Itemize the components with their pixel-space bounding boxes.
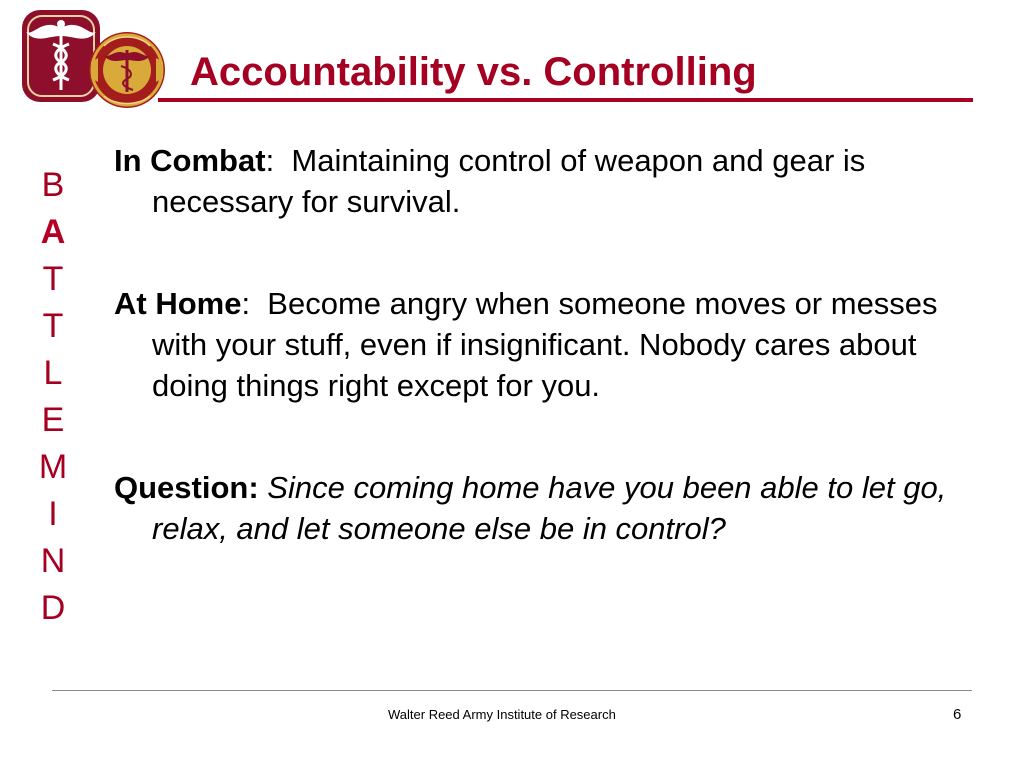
side-letter: M bbox=[38, 448, 68, 486]
paragraph-heading: In Combat bbox=[114, 143, 266, 178]
side-letter: N bbox=[40, 542, 66, 580]
battlemind-vertical-word bbox=[36, 162, 70, 632]
side-letter: I bbox=[48, 495, 58, 533]
title-underline bbox=[158, 98, 973, 102]
paragraph-heading: At Home bbox=[114, 286, 242, 321]
caduceus-emblem-logo bbox=[22, 10, 100, 102]
paragraph-text: Become angry when someone moves or messes with your stuff, even if insignificant. Nobody cares about doing things right except for you. bbox=[152, 286, 938, 403]
question-text: Since coming home have you been able to let go, relax, and let someone else be in control? bbox=[152, 470, 947, 546]
combat-paragraph bbox=[114, 140, 994, 222]
paragraph-heading: Question: bbox=[114, 470, 259, 505]
side-letter: L bbox=[43, 354, 63, 392]
paragraph-separator bbox=[259, 470, 268, 505]
footer-divider bbox=[52, 690, 972, 691]
side-letter: E bbox=[41, 401, 65, 439]
slide-body bbox=[114, 140, 994, 610]
project-sustain-seal-logo bbox=[89, 32, 165, 108]
side-letter: B bbox=[41, 166, 65, 204]
page-number: 6 bbox=[953, 706, 962, 723]
footer-institution: Walter Reed Army Institute of Research bbox=[388, 707, 616, 722]
question-paragraph bbox=[114, 467, 994, 549]
side-letter-highlighted: A bbox=[40, 213, 66, 251]
paragraph-separator: : bbox=[241, 286, 268, 321]
logo-group bbox=[20, 6, 170, 118]
slide-title: Accountability vs. Controlling bbox=[190, 50, 757, 94]
side-letter: T bbox=[42, 307, 64, 345]
home-paragraph bbox=[114, 283, 994, 406]
paragraph-text: Maintaining control of weapon and gear is necessary for survival. bbox=[152, 143, 866, 219]
side-letter: D bbox=[40, 589, 66, 627]
side-letter: T bbox=[42, 260, 64, 298]
paragraph-separator: : bbox=[265, 143, 292, 178]
